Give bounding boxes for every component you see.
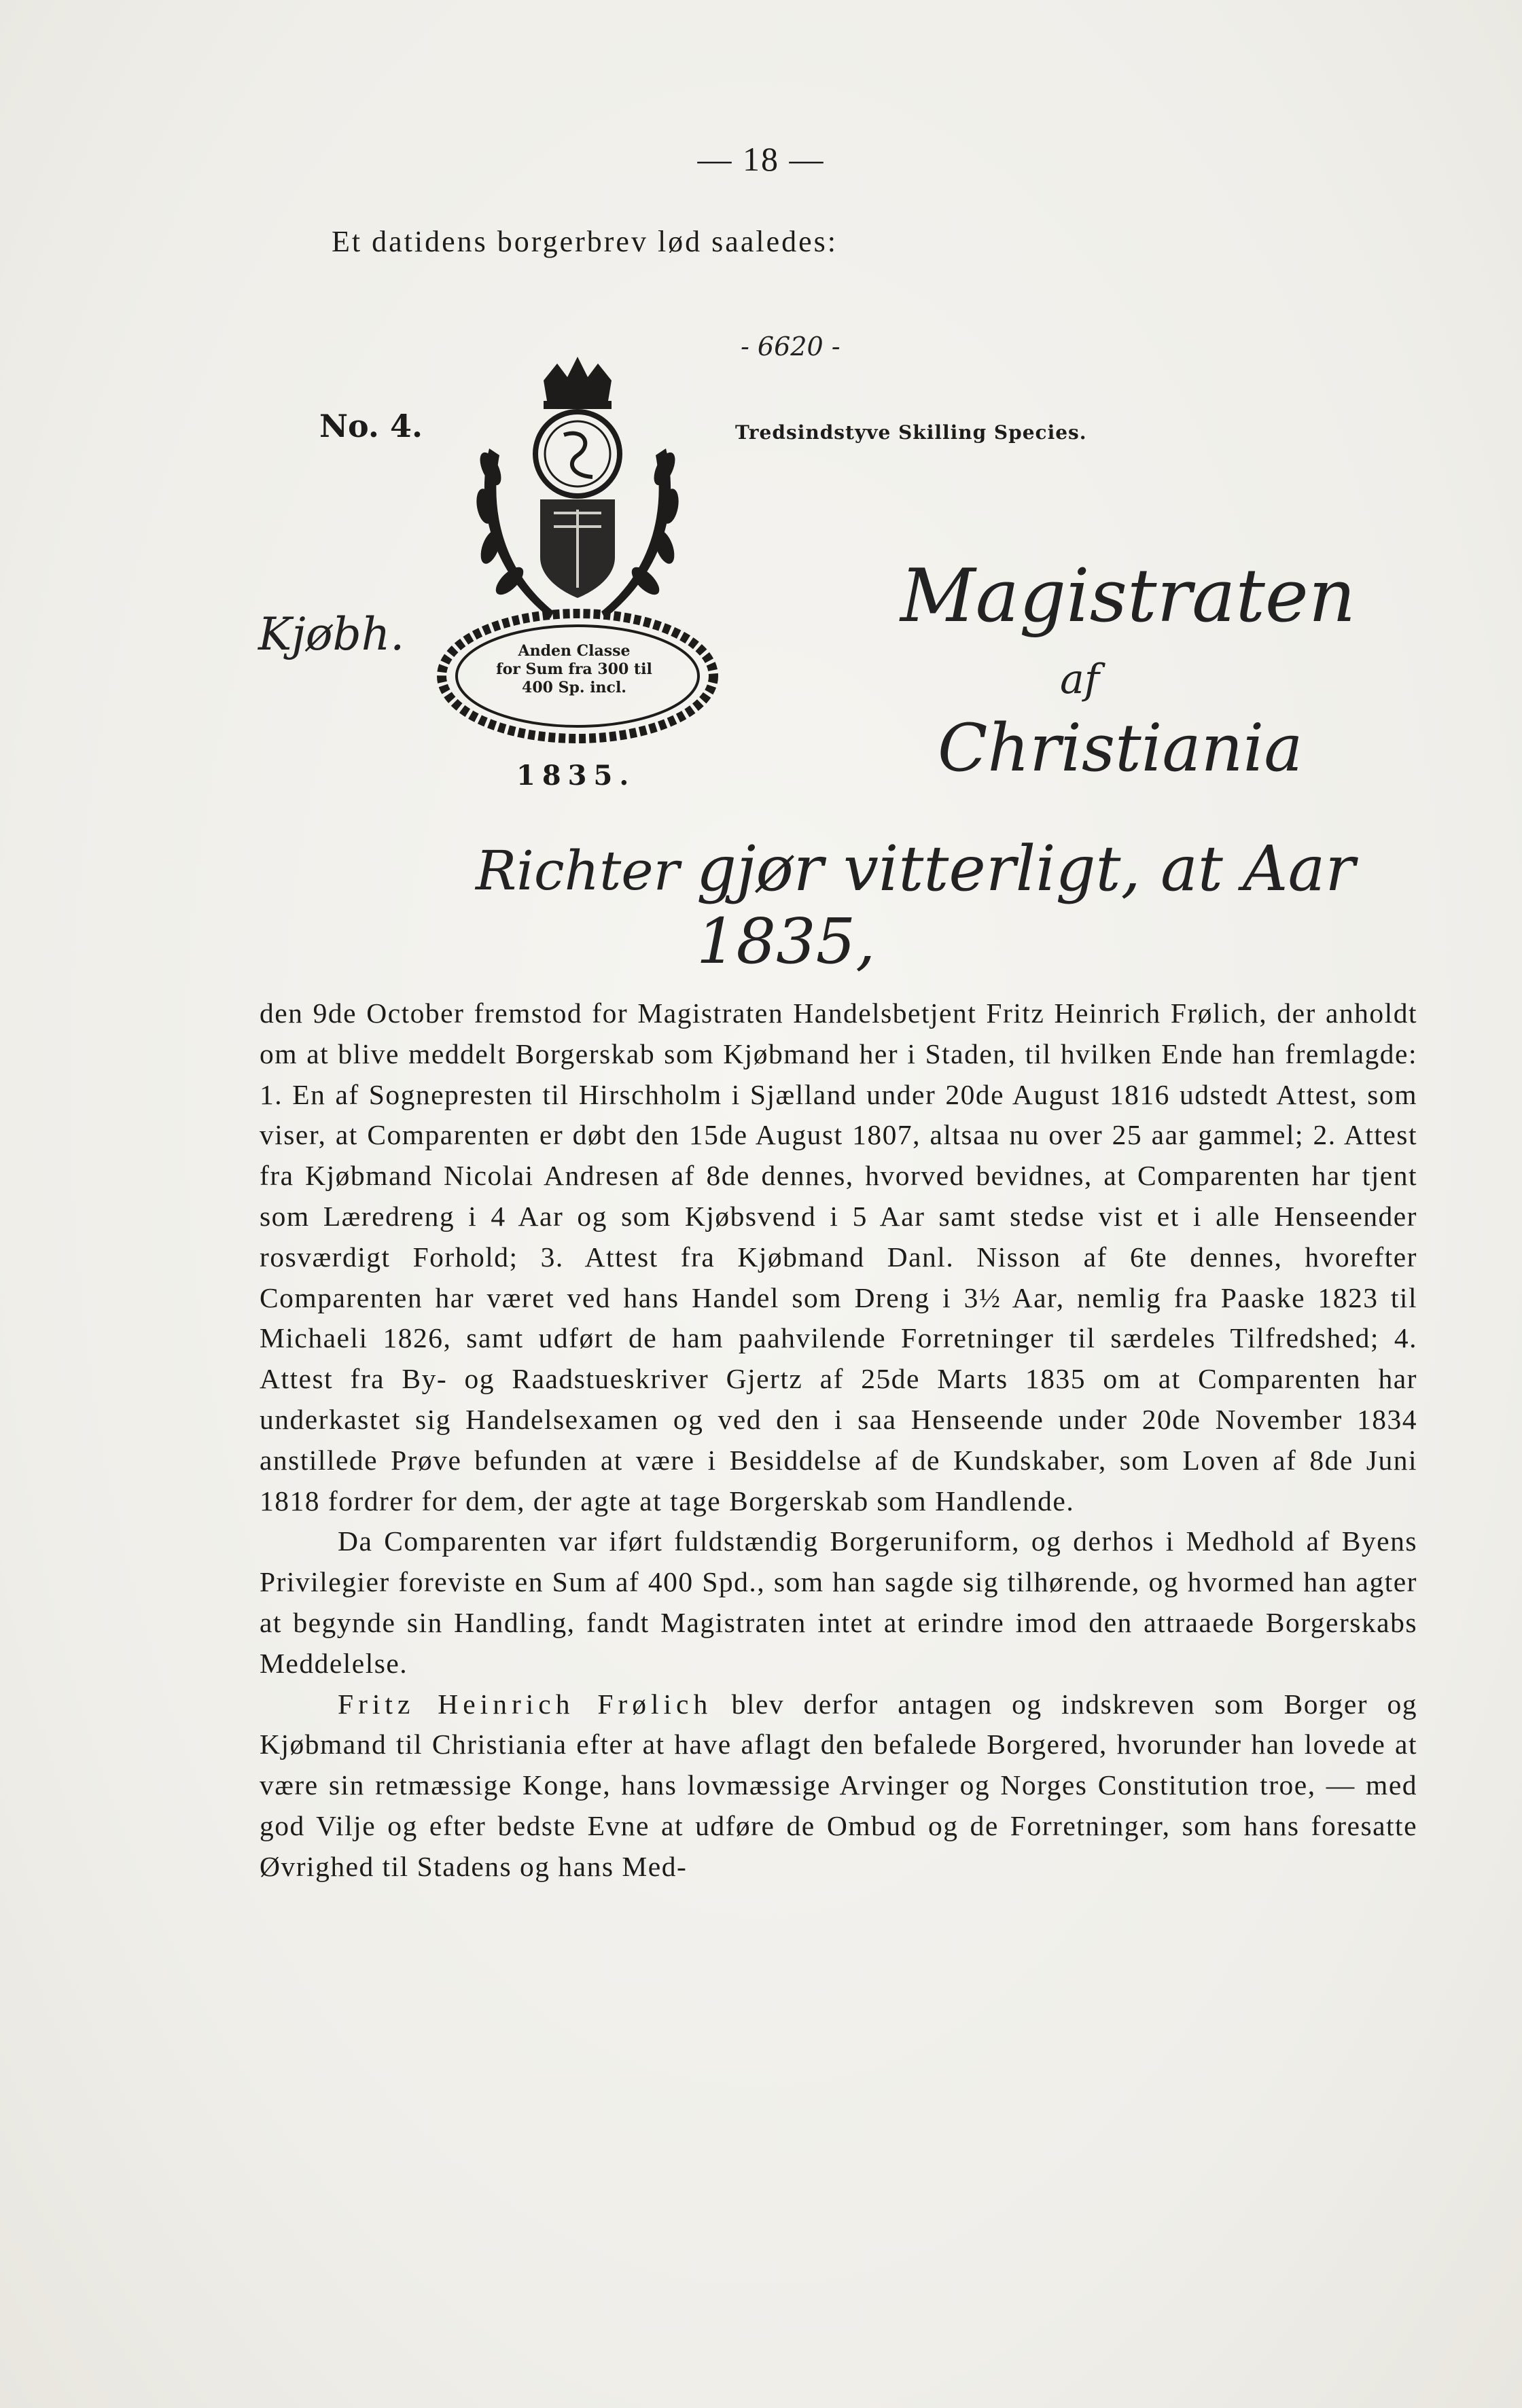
paragraph-2: Da Comparenten var iført fuldstændig Borgeruniform, og derhos i Medhold af Byens Privilegier foreviste en Sum af 400 Spd., som han sagde sig tilhørende, og hvormed han agter at begynde sin Handling, fandt Magistraten intet at erindre imod den attraaede Borgerskabs Meddelelse. [260, 1525, 1417, 1679]
stamp-price-label: Tredsindstyve Skilling Species. [735, 421, 1087, 444]
script-magistraten: Magistraten [900, 554, 1356, 639]
seal-text-line: Anden Classe [518, 642, 631, 660]
script-af: af [1060, 656, 1099, 703]
richter-signature: Richter [476, 839, 679, 902]
seal-value-text [469, 642, 679, 697]
seal-year: 1835. [516, 760, 636, 792]
body-text [260, 993, 1417, 1888]
royal-seal-stamp [414, 353, 741, 761]
script-christiania: Christiania [938, 710, 1303, 786]
paragraph-3 [260, 1684, 1417, 1888]
paragraph-3-text: blev derfor antagen og indskreven som Borger og Kjøbmand til Christiania efter at have aflagt den befalede Borgered, hvorunder han lovede at være sin retmæssige Konge, hans lovmæssige Arvinger og Norges Constitution troe, — med god Vilje og efter bedste Evne at udføre de Ombud og de Forretninger, som hans foresatte Øvrighed til Stadens og hans Med- [260, 1688, 1417, 1882]
script-proclamation: gjør vitterligt, at Aar 1835, [696, 832, 1356, 978]
seal-text-line: for Sum fra 300 til [496, 660, 652, 678]
crown-icon [544, 357, 612, 409]
seal-text-line: 400 Sp. incl. [522, 679, 626, 696]
page-number: — 18 — [697, 140, 825, 178]
document-number-label: No. 4. [319, 408, 423, 444]
left-signature: Kjøbh. [258, 608, 405, 660]
paragraph-1: den 9de October fremstod for Magistraten Handelsbetjent Fritz Heinrich Frølich, der anholdt om at blive meddelt Borgerskab som Kjøbmand her i Staden, til hvilken Ende han fremlagde: 1. En af Sognepresten til Hirschholm i Sjælland under 20de August 1816 udstedt Attest, som viser, at Comparenten er døbt den 15de August 1807, altsaa nu over 25 aar gammel; 2. Attest fra Kjøbmand Nicolai Andresen af 8de dennes, hvorved bevidnes, at Comparenten har tjent som Læredreng i 4 Aar og som Kjøbsvend i 5 Aar samt stedse vist et i alle Henseender rosværdigt Forhold; 3. Attest fra Kjøbmand Danl. Nisson af 6te dennes, hvorefter Comparenten har været ved hans Handel som Dreng i 3½ Aar, nemlig fra Paaske 1823 til Michaeli 1826, samt udført de ham paahvilende Forretninger til særdeles Tilfredshed; 4. Attest fra By- og Raadstueskriver Gjertz af 25de Marts 1835 om at Comparenten har underkastet sig Handelsexamen og ved den i saa Henseende under 20de November 1834 anstillede Prøve befunden at være i Besiddelse af de Kundskaber, som Loven af 8de Juni 1818 fordrer for dem, der agte at tage Borgerskab som Handlende. [260, 997, 1417, 1517]
intro-line: Et datidens borgerbrev lød saaledes: [332, 225, 838, 258]
handwritten-reference-note: - 6620 - [741, 332, 840, 361]
spaced-name: Fritz Heinrich Frølich [338, 1688, 713, 1720]
